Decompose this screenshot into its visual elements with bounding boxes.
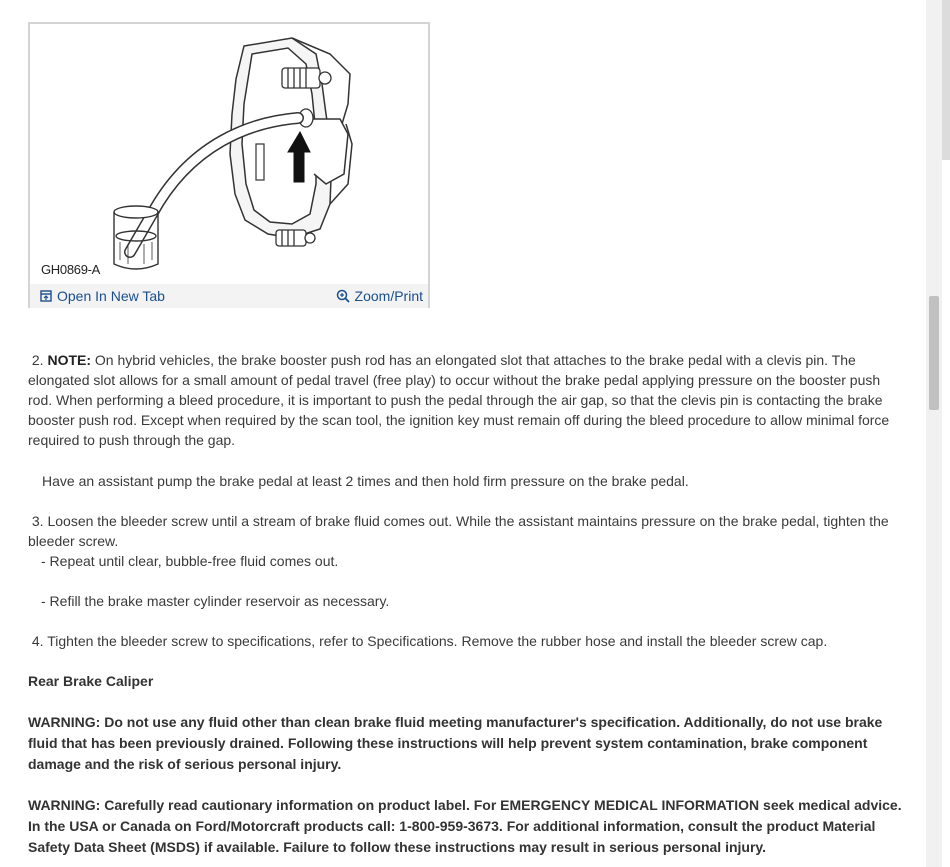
figure-card bbox=[28, 22, 430, 308]
step-2-note bbox=[28, 350, 908, 450]
sub-step-repeat: - Repeat until clear, bubble-free fluid comes out. bbox=[41, 553, 339, 569]
outer-scroll-edge bbox=[942, 0, 950, 867]
step-4-number: 4. bbox=[31, 633, 44, 649]
step-3 bbox=[28, 511, 908, 551]
zoom-print-link[interactable] bbox=[336, 288, 423, 304]
figure-caption: GH0869-A bbox=[41, 262, 101, 277]
step-4-text: Tighten the bleeder screw to specifications, refer to Specifications. Remove the rubber hose and install the bleeder screw cap. bbox=[47, 633, 828, 649]
note-text: On hybrid vehicles, the brake booster push rod has an elongated slot that attaches to the brake pedal with a clevis pin. The elongated slot allows for a small amount of pedal travel (free play) to occur without the brake pedal applying pressure on the booster push rod. When performing a bleed procedure, it is important to push the pedal through the air gap, so that the clevis pin is contacting the brake booster push rod. Except when required by the scan tool, the ignition key must remain off during the bleed procedure to allow minimal force required to push through the gap. bbox=[28, 352, 890, 448]
scrollbar-thumb[interactable] bbox=[929, 296, 939, 410]
outer-scroll-thumb[interactable] bbox=[942, 0, 950, 160]
open-new-tab-label: Open In New Tab bbox=[57, 288, 165, 304]
step-3-number: 3. bbox=[31, 513, 44, 529]
open-new-tab-icon bbox=[40, 290, 52, 302]
step-3-text: Loosen the bleeder screw until a stream of brake fluid comes out. While the assistant maintains pressure on the brake pedal, tighten the bleeder screw. bbox=[28, 513, 889, 549]
zoom-print-label: Zoom/Print bbox=[354, 288, 423, 304]
open-new-tab-link[interactable] bbox=[40, 288, 165, 304]
brake-caliper-illustration[interactable] bbox=[30, 24, 428, 284]
step-2-number: 2. bbox=[31, 352, 44, 368]
scrollbar[interactable] bbox=[926, 0, 942, 867]
figure-toolbar bbox=[30, 284, 428, 308]
sub-step-refill: - Refill the brake master cylinder reservoir as necessary. bbox=[41, 593, 390, 609]
zoom-icon bbox=[336, 289, 350, 303]
section-heading: Rear Brake Caliper bbox=[28, 673, 154, 689]
step-4 bbox=[28, 631, 908, 651]
warning-medical: WARNING: Carefully read cautionary information on product label. For EMERGENCY MEDICAL INFORMATION seek medical advice. In the USA or Canada on Ford/Motorcraft products call: 1-800-959-3673. For additional information, consult the product Material Safety Data Sheet (MSDS) if available. Failure to follow these instructions may result in serious personal injury. bbox=[28, 797, 902, 855]
note-label: NOTE: bbox=[47, 352, 92, 368]
warning-fluid: WARNING: Do not use any fluid other than clean brake fluid meeting manufacturer's specification. Additionally, do not use brake fluid that has been previously drained. Following these instructions will help prevent system contamination, brake component damage and the risk of serious personal injury. bbox=[28, 714, 883, 772]
assistant-instruction: Have an assistant pump the brake pedal at least 2 times and then hold firm pressure on the brake pedal. bbox=[42, 473, 689, 489]
